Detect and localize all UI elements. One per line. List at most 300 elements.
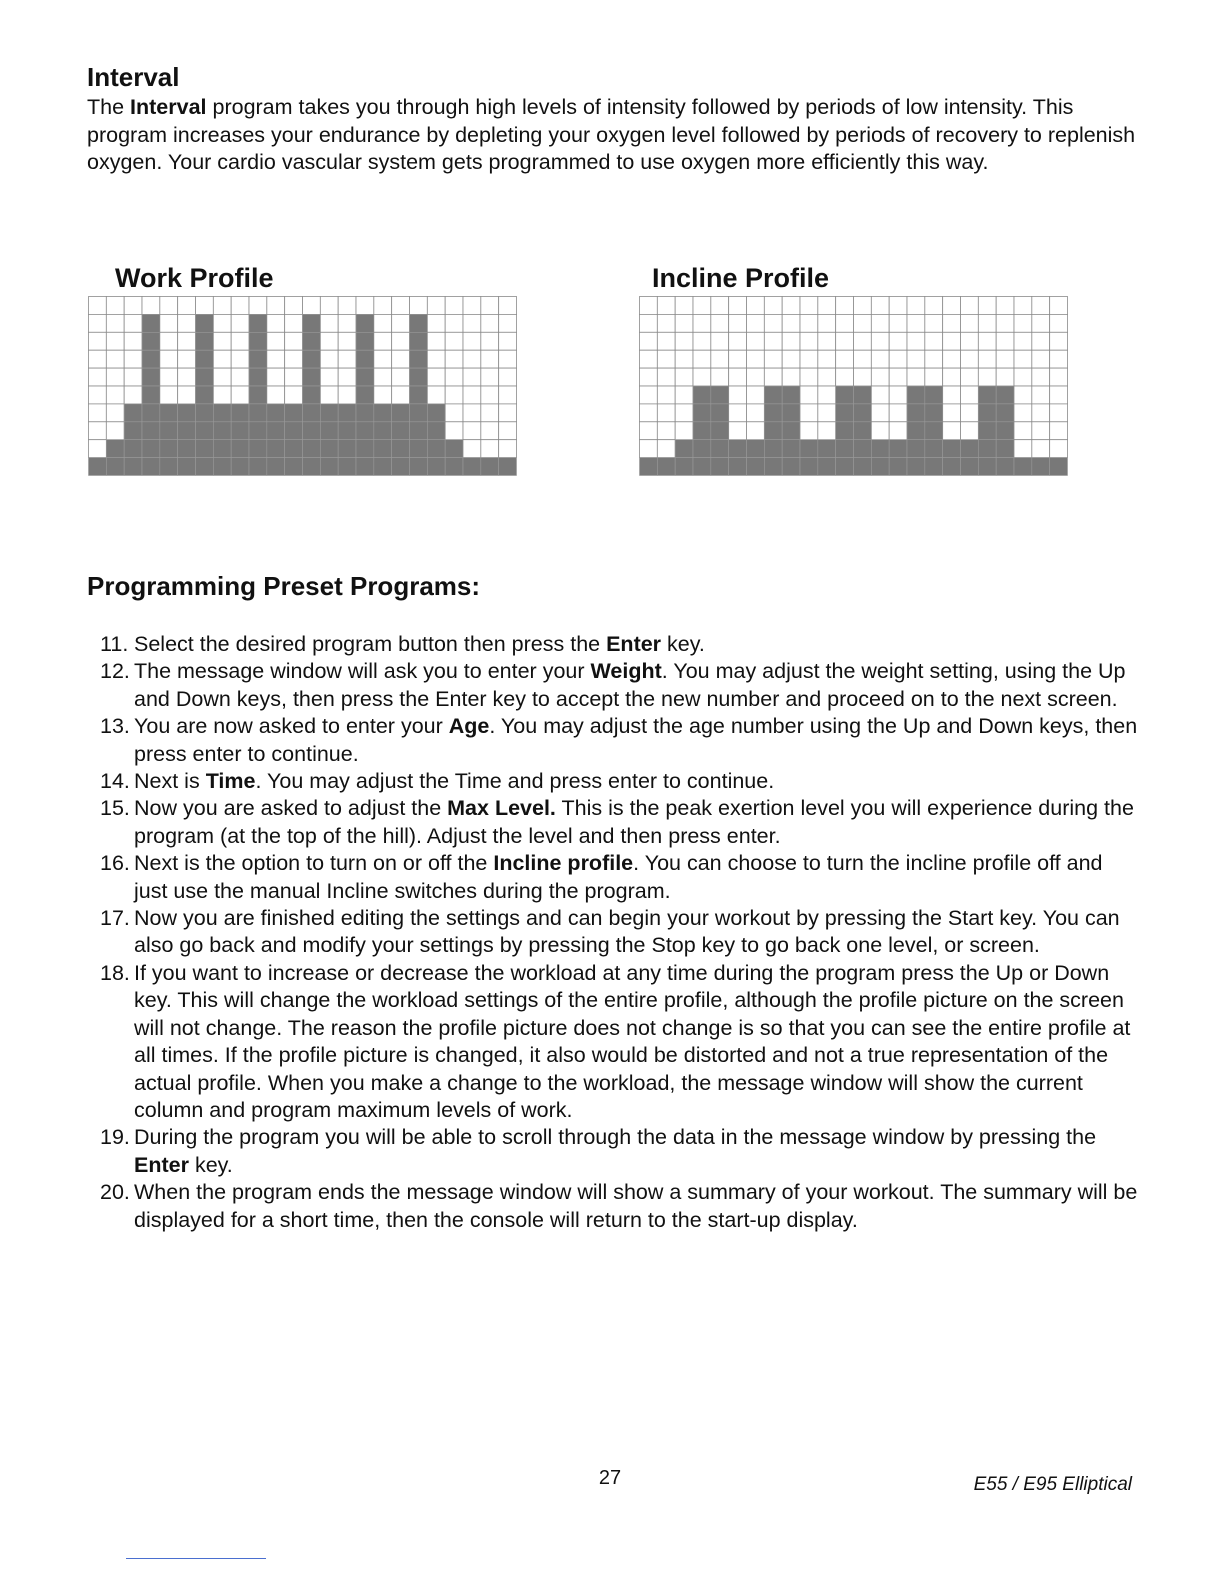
- work-profile-col-21-cell: [445, 404, 463, 422]
- work-profile-col-16-cell: [356, 404, 374, 422]
- work-profile-col-10-cell: [249, 458, 267, 476]
- incline-profile-col-17-cell: [925, 297, 943, 315]
- incline-profile-col-8-cell: [764, 314, 782, 332]
- work-profile-col-22-cell: [463, 404, 481, 422]
- incline-profile-col-5-cell: [711, 422, 729, 440]
- incline-profile-col-16-cell: [907, 368, 925, 386]
- work-profile-col-17-cell: [374, 458, 392, 476]
- incline-profile-col-17-cell: [925, 314, 943, 332]
- incline-profile-col-12-cell: [836, 297, 854, 315]
- footer-rule: [126, 1558, 266, 1559]
- incline-profile-col-10-cell: [800, 332, 818, 350]
- work-profile-col-20-cell: [427, 297, 445, 315]
- work-profile-col-17-cell: [374, 332, 392, 350]
- incline-profile-col-4-cell: [693, 404, 711, 422]
- incline-profile-col-9-cell: [782, 422, 800, 440]
- work-profile-col-2-cell: [106, 422, 124, 440]
- incline-profile-col-11-cell: [818, 297, 836, 315]
- work-profile-col-4-cell: [142, 404, 160, 422]
- incline-profile-col-16-cell: [907, 458, 925, 476]
- step-text: . You may adjust the age number using the Up and Down keys, then press enter to continue.: [134, 714, 1138, 766]
- work-profile-col-22-cell: [463, 332, 481, 350]
- incline-profile-col-4-cell: [693, 297, 711, 315]
- work-profile-col-5-cell: [160, 314, 178, 332]
- work-profile-col-13-cell: [303, 458, 321, 476]
- incline-profile-col-2-cell: [657, 422, 675, 440]
- incline-profile-col-24-cell: [1050, 332, 1068, 350]
- work-profile-col-21-cell: [445, 422, 463, 440]
- work-profile-col-11-cell: [267, 314, 285, 332]
- step-item: [100, 768, 1140, 795]
- work-profile-col-17-cell: [374, 386, 392, 404]
- work-profile-col-14-cell: [320, 404, 338, 422]
- work-profile-col-8-cell: [213, 440, 231, 458]
- work-profile-col-2-cell: [106, 350, 124, 368]
- incline-profile-col-7-cell: [747, 297, 765, 315]
- incline-profile-col-5-cell: [711, 404, 729, 422]
- work-profile-col-17-cell: [374, 314, 392, 332]
- work-profile-col-1-cell: [89, 297, 107, 315]
- incline-profile-col-13-cell: [854, 297, 872, 315]
- work-profile-col-18-cell: [392, 422, 410, 440]
- work-profile-col-3-cell: [124, 314, 142, 332]
- incline-profile-col-11-cell: [818, 350, 836, 368]
- work-profile-col-6-cell: [178, 368, 196, 386]
- work-profile-col-1-cell: [89, 404, 107, 422]
- incline-profile-col-14-cell: [871, 314, 889, 332]
- incline-profile-col-6-cell: [729, 386, 747, 404]
- incline-profile-col-9-cell: [782, 458, 800, 476]
- work-profile-col-1-cell: [89, 386, 107, 404]
- step-text: During the program you will be able to scroll through the data in the message window by pressing the: [134, 1125, 1097, 1150]
- incline-profile-col-18-cell: [943, 386, 961, 404]
- work-profile-col-10-cell: [249, 297, 267, 315]
- incline-profile-col-10-cell: [800, 458, 818, 476]
- incline-profile-col-23-cell: [1032, 458, 1050, 476]
- incline-profile-col-2-cell: [657, 404, 675, 422]
- work-profile-col-1-cell: [89, 350, 107, 368]
- incline-profile-col-7-cell: [747, 404, 765, 422]
- incline-profile-col-9-cell: [782, 350, 800, 368]
- incline-profile-col-9-cell: [782, 440, 800, 458]
- work-profile-col-21-cell: [445, 440, 463, 458]
- work-profile-col-12-cell: [285, 332, 303, 350]
- incline-profile-col-14-cell: [871, 350, 889, 368]
- step-text: Now you are asked to adjust the: [134, 796, 448, 821]
- incline-profile-col-9-cell: [782, 297, 800, 315]
- work-profile-col-6-cell: [178, 350, 196, 368]
- incline-profile-col-3-cell: [675, 314, 693, 332]
- incline-profile-col-2-cell: [657, 386, 675, 404]
- incline-profile-col-3-cell: [675, 386, 693, 404]
- work-profile-col-23-cell: [481, 458, 499, 476]
- work-profile-col-22-cell: [463, 314, 481, 332]
- incline-profile-col-16-cell: [907, 332, 925, 350]
- incline-profile-col-10-cell: [800, 422, 818, 440]
- incline-profile-col-19-cell: [961, 297, 979, 315]
- incline-profile-col-14-cell: [871, 332, 889, 350]
- work-profile-col-5-cell: [160, 350, 178, 368]
- work-profile-col-18-cell: [392, 368, 410, 386]
- incline-profile-col-9-cell: [782, 314, 800, 332]
- work-profile-col-8-cell: [213, 297, 231, 315]
- incline-profile-col-8-cell: [764, 440, 782, 458]
- incline-profile-col-24-cell: [1050, 350, 1068, 368]
- work-profile-col-17-cell: [374, 368, 392, 386]
- work-profile-col-20-cell: [427, 458, 445, 476]
- step-text: . You may adjust the weight setting, using the Up and Down keys, then press the Enter key to accept the new number and proceed on to the next screen.: [134, 659, 1126, 711]
- work-profile-col-11-cell: [267, 332, 285, 350]
- work-profile-col-2-cell: [106, 297, 124, 315]
- incline-profile-col-3-cell: [675, 332, 693, 350]
- incline-profile-col-8-cell: [764, 422, 782, 440]
- work-profile-col-11-cell: [267, 422, 285, 440]
- work-profile-col-21-cell: [445, 350, 463, 368]
- incline-profile-col-16-cell: [907, 422, 925, 440]
- incline-profile-col-23-cell: [1032, 440, 1050, 458]
- work-profile-col-16-cell: [356, 440, 374, 458]
- incline-profile-col-4-cell: [693, 422, 711, 440]
- work-profile-col-12-cell: [285, 458, 303, 476]
- step-bold-text: Time: [205, 769, 256, 794]
- work-profile-col-13-cell: [303, 314, 321, 332]
- step-bold-text: Enter: [134, 1152, 189, 1177]
- incline-profile-col-8-cell: [764, 368, 782, 386]
- step-item: [100, 713, 1140, 768]
- intro-text: program takes you through high levels of intensity followed by periods of low intensity. This program increases your endurance by depleting your oxygen level followed by periods of recovery to replenish oxygen. Your cardio vascular system gets programmed to use oxygen more efficiently this way.: [87, 95, 1136, 174]
- incline-profile-col-4-cell: [693, 314, 711, 332]
- incline-profile-col-24-cell: [1050, 458, 1068, 476]
- incline-profile-col-16-cell: [907, 314, 925, 332]
- incline-profile-col-7-cell: [747, 422, 765, 440]
- incline-profile-col-21-cell: [996, 332, 1014, 350]
- work-profile-col-4-cell: [142, 386, 160, 404]
- work-profile-col-15-cell: [338, 458, 356, 476]
- work-profile-col-8-cell: [213, 314, 231, 332]
- incline-profile-col-19-cell: [961, 404, 979, 422]
- work-profile-col-1-cell: [89, 368, 107, 386]
- step-text: If you want to increase or decrease the workload at any time during the program press the Up or Down key. This will change the workload settings of the entire profile, although the profile picture on the screen will not change. The reason the profile picture does not change is so that you can see the entire profile at all times. If the profile picture is changed, it also would be distorted and not a true representation of the actual profile. When you make a change to the workload, the message window will show the current column and program maximum levels of work.: [134, 960, 1131, 1122]
- incline-profile-col-6-cell: [729, 458, 747, 476]
- incline-profile-col-10-cell: [800, 440, 818, 458]
- incline-profile-col-24-cell: [1050, 386, 1068, 404]
- incline-profile-col-20-cell: [978, 440, 996, 458]
- interval-heading: Interval: [87, 62, 180, 92]
- incline-profile-col-17-cell: [925, 350, 943, 368]
- work-profile-col-24-cell: [499, 332, 517, 350]
- incline-profile-col-2-cell: [657, 314, 675, 332]
- work-profile-col-18-cell: [392, 440, 410, 458]
- incline-profile-col-16-cell: [907, 386, 925, 404]
- incline-profile-col-20-cell: [978, 332, 996, 350]
- work-profile-col-15-cell: [338, 386, 356, 404]
- work-profile-col-12-cell: [285, 314, 303, 332]
- work-profile-col-9-cell: [231, 368, 249, 386]
- work-profile-col-3-cell: [124, 350, 142, 368]
- step-number: 17.: [100, 906, 130, 931]
- incline-profile-col-3-cell: [675, 458, 693, 476]
- incline-profile-col-4-cell: [693, 440, 711, 458]
- incline-profile-col-19-cell: [961, 332, 979, 350]
- incline-profile-col-15-cell: [889, 332, 907, 350]
- incline-profile-col-24-cell: [1050, 314, 1068, 332]
- incline-profile-col-20-cell: [978, 422, 996, 440]
- work-profile-col-2-cell: [106, 332, 124, 350]
- work-profile-col-5-cell: [160, 440, 178, 458]
- work-profile-col-7-cell: [196, 350, 214, 368]
- incline-profile-col-11-cell: [818, 368, 836, 386]
- work-profile-col-1-cell: [89, 422, 107, 440]
- incline-profile-col-7-cell: [747, 368, 765, 386]
- incline-profile-col-22-cell: [1014, 350, 1032, 368]
- work-profile-col-24-cell: [499, 440, 517, 458]
- incline-profile-col-17-cell: [925, 386, 943, 404]
- work-profile-col-22-cell: [463, 368, 481, 386]
- incline-profile-col-23-cell: [1032, 386, 1050, 404]
- incline-profile-col-13-cell: [854, 314, 872, 332]
- work-profile-col-8-cell: [213, 422, 231, 440]
- work-profile-col-21-cell: [445, 458, 463, 476]
- step-number: 15.: [100, 796, 130, 821]
- work-profile-col-3-cell: [124, 422, 142, 440]
- incline-profile-col-20-cell: [978, 404, 996, 422]
- incline-profile-col-23-cell: [1032, 332, 1050, 350]
- work-profile-col-10-cell: [249, 404, 267, 422]
- work-profile-col-21-cell: [445, 314, 463, 332]
- work-profile-col-8-cell: [213, 350, 231, 368]
- incline-profile-col-17-cell: [925, 332, 943, 350]
- work-profile-col-7-cell: [196, 314, 214, 332]
- incline-profile-col-2-cell: [657, 350, 675, 368]
- incline-profile-col-3-cell: [675, 350, 693, 368]
- incline-profile-col-20-cell: [978, 458, 996, 476]
- work-profile-col-10-cell: [249, 386, 267, 404]
- incline-profile-col-11-cell: [818, 314, 836, 332]
- work-profile-title: Work Profile: [115, 263, 274, 293]
- work-profile-col-23-cell: [481, 297, 499, 315]
- incline-profile-col-20-cell: [978, 350, 996, 368]
- incline-profile-col-19-cell: [961, 458, 979, 476]
- work-profile-col-8-cell: [213, 386, 231, 404]
- work-profile-col-11-cell: [267, 440, 285, 458]
- incline-profile-col-3-cell: [675, 404, 693, 422]
- work-profile-col-13-cell: [303, 422, 321, 440]
- incline-profile-col-22-cell: [1014, 404, 1032, 422]
- incline-profile-col-5-cell: [711, 458, 729, 476]
- incline-profile-col-14-cell: [871, 297, 889, 315]
- work-profile-col-21-cell: [445, 332, 463, 350]
- incline-profile-col-12-cell: [836, 386, 854, 404]
- incline-profile-col-21-cell: [996, 297, 1014, 315]
- incline-profile-col-19-cell: [961, 386, 979, 404]
- step-item: [100, 631, 1140, 658]
- work-profile-col-17-cell: [374, 440, 392, 458]
- work-profile-col-3-cell: [124, 386, 142, 404]
- work-profile-col-15-cell: [338, 404, 356, 422]
- incline-profile-col-15-cell: [889, 422, 907, 440]
- work-profile-col-16-cell: [356, 297, 374, 315]
- interval-intro: [87, 94, 1137, 177]
- work-profile-col-1-cell: [89, 458, 107, 476]
- incline-profile-col-1-cell: [640, 422, 658, 440]
- work-profile-col-6-cell: [178, 440, 196, 458]
- work-profile-col-18-cell: [392, 386, 410, 404]
- work-profile-col-12-cell: [285, 422, 303, 440]
- work-profile-col-14-cell: [320, 422, 338, 440]
- incline-profile-col-9-cell: [782, 404, 800, 422]
- step-bold-text: Weight: [590, 659, 662, 684]
- incline-profile-col-23-cell: [1032, 404, 1050, 422]
- step-text: key.: [661, 632, 705, 656]
- work-profile-col-15-cell: [338, 422, 356, 440]
- incline-profile-col-17-cell: [925, 440, 943, 458]
- work-profile-col-19-cell: [410, 422, 428, 440]
- incline-profile-col-7-cell: [747, 332, 765, 350]
- step-item: [100, 1179, 1140, 1234]
- step-item: [100, 1124, 1140, 1179]
- work-profile-col-18-cell: [392, 350, 410, 368]
- step-item: [100, 905, 1140, 960]
- step-text: Next is: [134, 769, 206, 794]
- incline-profile-col-24-cell: [1050, 368, 1068, 386]
- incline-profile-col-18-cell: [943, 440, 961, 458]
- work-profile-col-4-cell: [142, 458, 160, 476]
- step-text: Select the desired program button then press the: [134, 632, 607, 656]
- incline-profile-col-1-cell: [640, 440, 658, 458]
- incline-profile-col-13-cell: [854, 368, 872, 386]
- work-profile-col-9-cell: [231, 332, 249, 350]
- incline-profile-col-17-cell: [925, 404, 943, 422]
- incline-profile-col-21-cell: [996, 440, 1014, 458]
- work-profile-col-15-cell: [338, 440, 356, 458]
- work-profile-col-6-cell: [178, 314, 196, 332]
- step-bold-text: Incline profile: [493, 851, 634, 876]
- work-profile-col-2-cell: [106, 386, 124, 404]
- incline-profile-col-24-cell: [1050, 440, 1068, 458]
- work-profile-col-24-cell: [499, 458, 517, 476]
- incline-profile-col-20-cell: [978, 314, 996, 332]
- incline-profile-col-3-cell: [675, 440, 693, 458]
- step-bold-text: Age: [448, 714, 490, 739]
- incline-profile-col-6-cell: [729, 297, 747, 315]
- work-profile-col-20-cell: [427, 368, 445, 386]
- incline-profile-col-9-cell: [782, 368, 800, 386]
- work-profile-col-14-cell: [320, 368, 338, 386]
- incline-profile-col-17-cell: [925, 458, 943, 476]
- work-profile-col-24-cell: [499, 297, 517, 315]
- incline-profile-col-20-cell: [978, 368, 996, 386]
- work-profile-col-21-cell: [445, 297, 463, 315]
- work-profile-col-21-cell: [445, 368, 463, 386]
- incline-profile-col-13-cell: [854, 422, 872, 440]
- work-profile-col-18-cell: [392, 458, 410, 476]
- step-text: You are now asked to enter your: [134, 714, 449, 739]
- incline-profile-col-22-cell: [1014, 297, 1032, 315]
- incline-profile-col-13-cell: [854, 386, 872, 404]
- incline-profile-col-24-cell: [1050, 422, 1068, 440]
- work-profile-col-20-cell: [427, 404, 445, 422]
- work-profile-col-23-cell: [481, 440, 499, 458]
- work-profile-col-19-cell: [410, 440, 428, 458]
- work-profile-col-3-cell: [124, 440, 142, 458]
- incline-profile-col-14-cell: [871, 386, 889, 404]
- incline-profile-col-1-cell: [640, 458, 658, 476]
- incline-profile-title: Incline Profile: [652, 263, 830, 293]
- step-number: 20.: [100, 1180, 130, 1205]
- incline-profile-col-8-cell: [764, 332, 782, 350]
- work-profile-col-9-cell: [231, 297, 249, 315]
- incline-profile-col-13-cell: [854, 332, 872, 350]
- work-profile-col-7-cell: [196, 422, 214, 440]
- work-profile-col-23-cell: [481, 332, 499, 350]
- work-profile-col-14-cell: [320, 314, 338, 332]
- work-profile-col-13-cell: [303, 297, 321, 315]
- work-profile-col-16-cell: [356, 368, 374, 386]
- work-profile-col-14-cell: [320, 332, 338, 350]
- work-profile-col-4-cell: [142, 440, 160, 458]
- incline-profile-col-18-cell: [943, 404, 961, 422]
- incline-profile-col-8-cell: [764, 386, 782, 404]
- step-item: [100, 795, 1140, 850]
- work-profile-col-9-cell: [231, 386, 249, 404]
- incline-profile-col-20-cell: [978, 297, 996, 315]
- incline-profile-col-22-cell: [1014, 440, 1032, 458]
- work-profile-col-9-cell: [231, 314, 249, 332]
- work-profile-col-6-cell: [178, 297, 196, 315]
- incline-profile-col-15-cell: [889, 350, 907, 368]
- incline-profile-col-21-cell: [996, 422, 1014, 440]
- work-profile-col-16-cell: [356, 314, 374, 332]
- step-item: [100, 658, 1140, 713]
- step-bold-text: Enter: [606, 632, 662, 656]
- incline-profile-col-16-cell: [907, 440, 925, 458]
- work-profile-col-13-cell: [303, 440, 321, 458]
- programming-steps-list: [100, 631, 1140, 1234]
- step-text: The message window will ask you to enter your: [134, 659, 591, 684]
- work-profile-col-3-cell: [124, 332, 142, 350]
- incline-profile-col-18-cell: [943, 314, 961, 332]
- incline-profile-col-22-cell: [1014, 332, 1032, 350]
- work-profile-col-14-cell: [320, 440, 338, 458]
- incline-profile-col-19-cell: [961, 422, 979, 440]
- work-profile-col-5-cell: [160, 422, 178, 440]
- work-profile-col-12-cell: [285, 386, 303, 404]
- work-profile-col-5-cell: [160, 368, 178, 386]
- step-number: 18.: [100, 960, 130, 985]
- incline-profile-col-12-cell: [836, 422, 854, 440]
- work-profile-col-7-cell: [196, 368, 214, 386]
- incline-profile-col-23-cell: [1032, 350, 1050, 368]
- incline-profile-col-14-cell: [871, 368, 889, 386]
- incline-profile-col-17-cell: [925, 368, 943, 386]
- work-profile-col-24-cell: [499, 368, 517, 386]
- step-number: 19.: [100, 1125, 130, 1150]
- work-profile-col-1-cell: [89, 332, 107, 350]
- incline-profile-col-14-cell: [871, 458, 889, 476]
- incline-profile-col-14-cell: [871, 404, 889, 422]
- work-profile-col-2-cell: [106, 440, 124, 458]
- work-profile-col-2-cell: [106, 458, 124, 476]
- work-profile-col-7-cell: [196, 297, 214, 315]
- incline-profile-col-22-cell: [1014, 386, 1032, 404]
- work-profile-col-16-cell: [356, 386, 374, 404]
- work-profile-col-6-cell: [178, 386, 196, 404]
- work-profile-col-5-cell: [160, 458, 178, 476]
- work-profile-col-22-cell: [463, 386, 481, 404]
- incline-profile-col-18-cell: [943, 332, 961, 350]
- work-profile-col-3-cell: [124, 297, 142, 315]
- work-profile-col-10-cell: [249, 368, 267, 386]
